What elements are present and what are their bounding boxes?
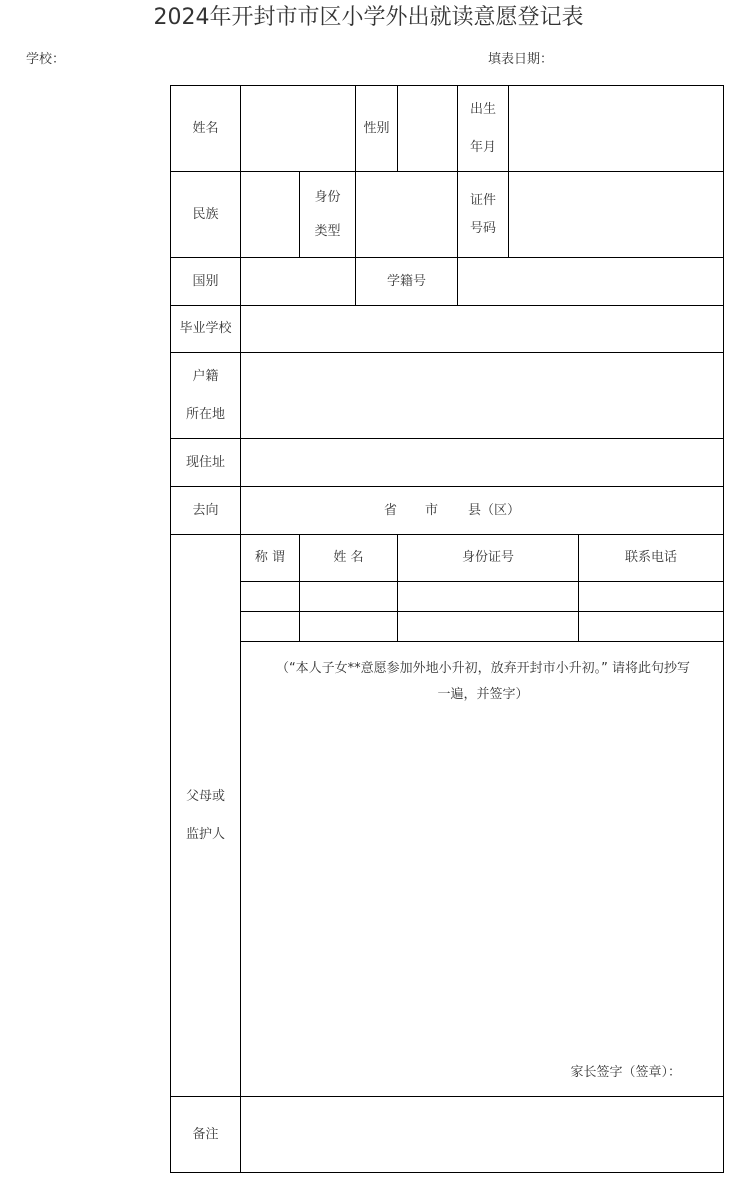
guardian-1-phone-field[interactable]	[579, 582, 724, 612]
pledge-line-1: （“本人子女**意愿参加外地小升初，放弃开封市小升初。” 请将此句抄写	[275, 661, 691, 676]
graduation-school-label: 毕业学校	[171, 306, 241, 353]
guardian-2-id-field[interactable]	[398, 612, 579, 642]
parent-signature-label: 家长签字（签章）：	[570, 1065, 681, 1080]
birth-label-line-1: 出生	[469, 101, 496, 117]
name-label: 姓名	[171, 86, 241, 172]
guardian-label-line-2: 监护人	[185, 826, 225, 842]
gender-field[interactable]	[398, 86, 458, 172]
guardian-label-line-1: 父母或	[185, 788, 225, 804]
remarks-label: 备注	[171, 1097, 241, 1173]
birth-field[interactable]	[509, 86, 724, 172]
guardian-1-name-field[interactable]	[300, 582, 398, 612]
nationality-field[interactable]	[241, 258, 356, 306]
guardian-2-name-field[interactable]	[300, 612, 398, 642]
student-number-field[interactable]	[458, 258, 724, 306]
id-number-field[interactable]	[509, 172, 724, 258]
guardian-1-relation-field[interactable]	[241, 582, 300, 612]
guardian-phone-header: 联系电话	[579, 535, 724, 582]
guardian-id-header: 身份证号	[398, 535, 579, 582]
page-title: 2024年开封市市区小学外出就读意愿登记表	[153, 5, 584, 30]
pledge-box	[241, 642, 723, 1096]
id-type-label-line-1: 身份	[314, 189, 341, 205]
guardian-label	[171, 535, 241, 1097]
school-label: 学校：	[26, 52, 66, 67]
pledge-line-2: 一遍，并签字）	[437, 687, 529, 702]
pledge-field[interactable]	[241, 642, 724, 1097]
id-type-label-line-2: 类型	[314, 223, 341, 239]
name-field[interactable]	[241, 86, 356, 172]
destination-county: 县（区）	[468, 502, 521, 518]
graduation-school-field[interactable]	[241, 306, 724, 353]
destination-label: 去向	[171, 487, 241, 535]
guardian-2-relation-field[interactable]	[241, 612, 300, 642]
hukou-label	[171, 353, 241, 439]
ethnicity-field[interactable]	[241, 172, 300, 258]
id-number-label	[458, 172, 509, 258]
destination-field[interactable]	[241, 487, 724, 535]
address-label: 现住址	[171, 439, 241, 487]
id-type-label	[300, 172, 356, 258]
guardian-1-id-field[interactable]	[398, 582, 579, 612]
id-type-field[interactable]	[356, 172, 458, 258]
destination-city: 市	[424, 502, 438, 518]
hukou-label-line-2: 所在地	[185, 406, 225, 422]
birth-label-line-2: 年月	[469, 139, 496, 155]
registration-form-table	[170, 85, 724, 1173]
destination-province: 省	[383, 502, 397, 518]
gender-label: 性别	[356, 86, 398, 172]
student-number-label: 学籍号	[356, 258, 458, 306]
guardian-2-phone-field[interactable]	[579, 612, 724, 642]
address-field[interactable]	[241, 439, 724, 487]
remarks-field[interactable]	[241, 1097, 724, 1173]
relation-header: 称 谓	[241, 535, 300, 582]
id-number-label-line-2: 号码	[469, 220, 496, 236]
pledge-instruction	[249, 656, 717, 708]
guardian-name-header: 姓 名	[300, 535, 398, 582]
nationality-label: 国别	[171, 258, 241, 306]
hukou-field[interactable]	[241, 353, 724, 439]
birth-label	[458, 86, 509, 172]
ethnicity-label: 民族	[171, 172, 241, 258]
fill-date-label: 填表日期：	[488, 52, 554, 67]
id-number-label-line-1: 证件	[469, 192, 496, 208]
hukou-label-line-1: 户籍	[192, 368, 219, 384]
